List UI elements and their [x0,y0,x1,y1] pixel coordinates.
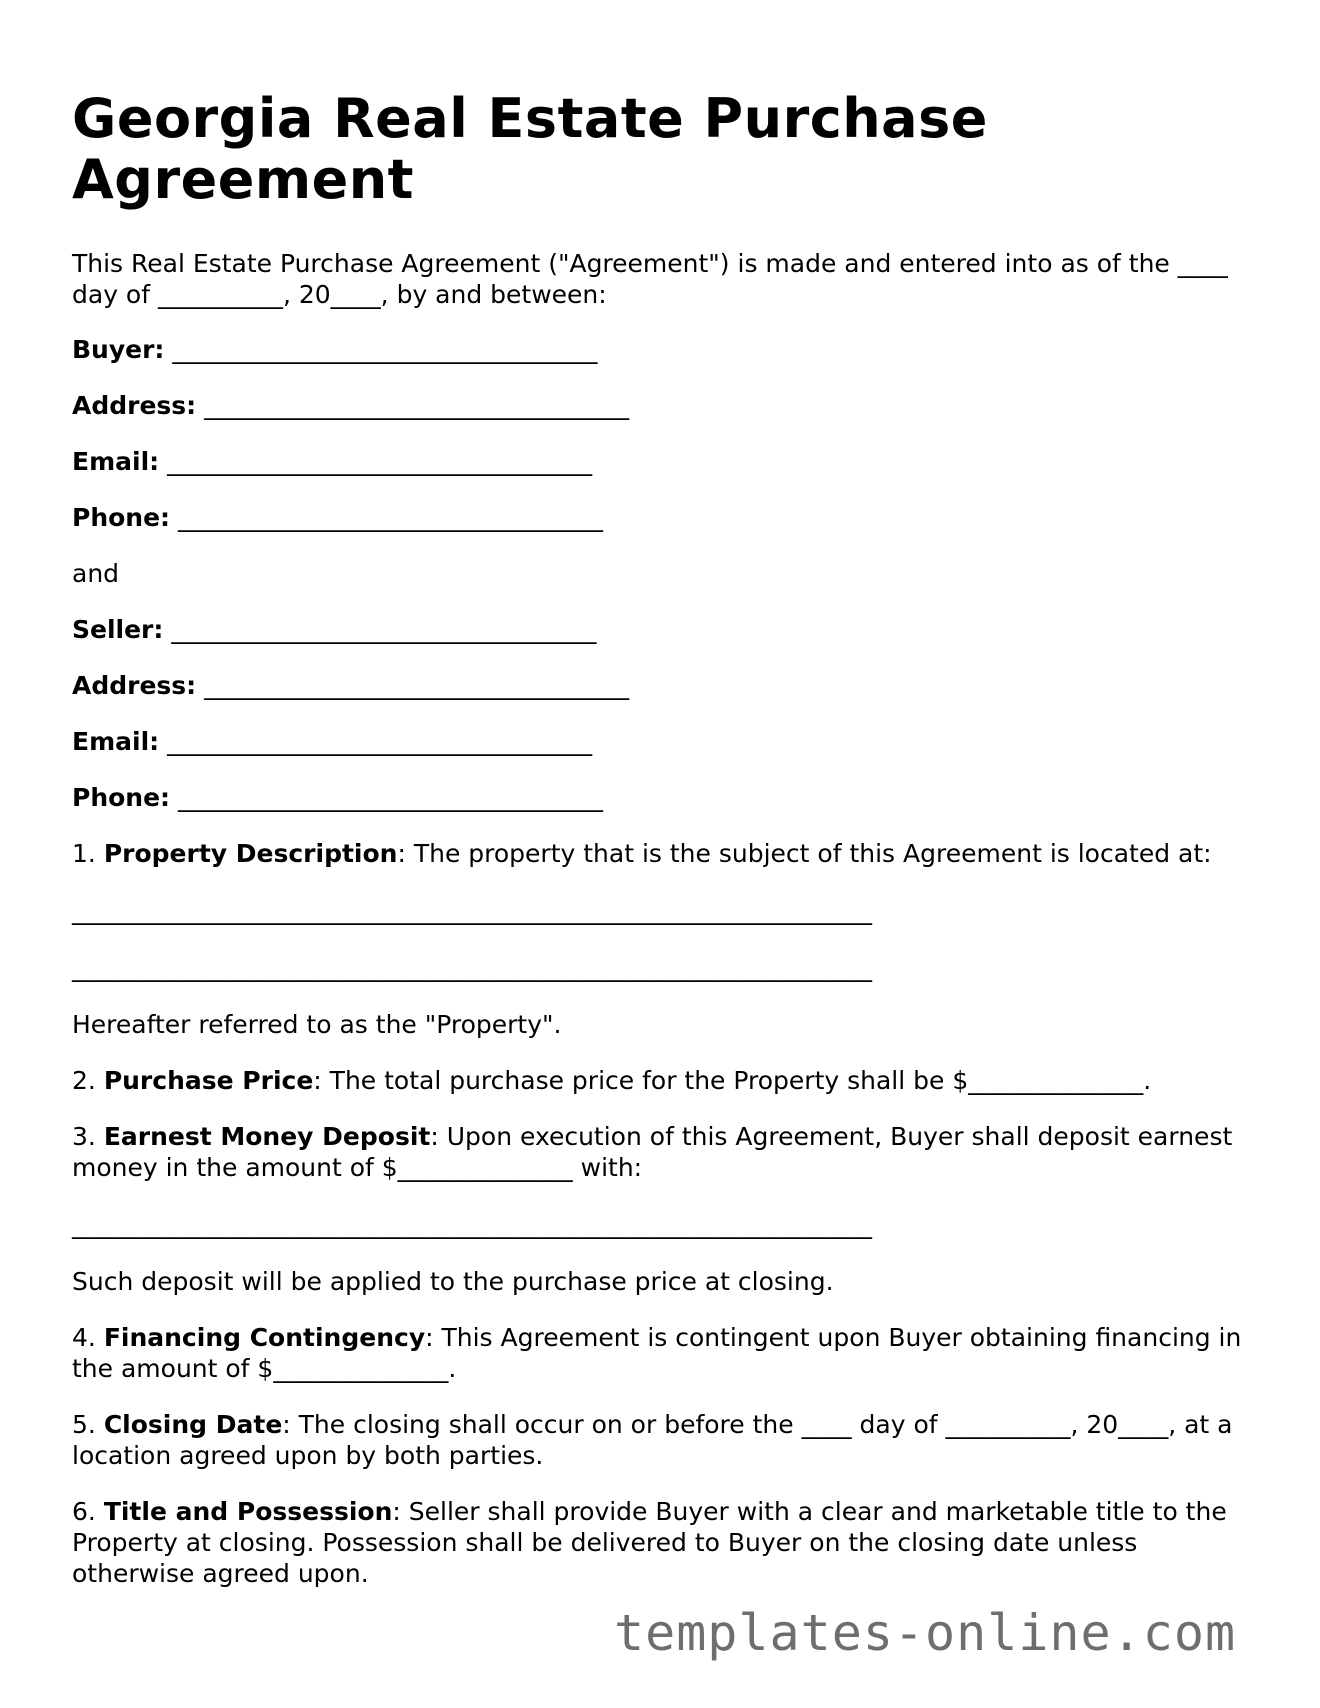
property-address-blank-2: ________________________________________________________________ [72,953,872,982]
document-title: Georgia Real Estate Purchase Agreement [72,87,988,211]
clause-number: 2. [72,1066,96,1095]
seller-name-field [72,614,1262,645]
property-note: Hereafter referred to as the "Property". [72,1010,562,1039]
buyer-name-label: Buyer: [72,335,165,364]
buyer-phone-field [72,502,1262,533]
seller-address-blank: __________________________________ [204,671,630,700]
clause-heading: Earnest Money Deposit [103,1122,431,1151]
buyer-email-field [72,446,1262,477]
buyer-name-field [72,334,1262,365]
clause-text: : The property that is the subject of this Agreement is located at: [397,839,1212,868]
and-text: and [72,559,120,588]
seller-name-label: Seller: [72,615,164,644]
clause-text: : Upon execution of this Agreement, Buyer shall deposit earnest money in the amount of $______________ with: [72,1122,1233,1182]
buyer-email-label: Email: [72,447,160,476]
clause-text: : Seller shall provide Buyer with a clear and marketable title to the Property at closing. Possession shall be delivered to Buyer on the closing date unless otherwise agreed upon. [72,1497,1227,1588]
clause-heading: Financing Contingency [103,1323,426,1352]
clause-title-possession [72,1496,1262,1589]
clause-closing-date [72,1409,1262,1471]
clause-text: : The closing shall occur on or before the ____ day of __________, 20____, at a location agreed upon by both parties. [72,1410,1233,1470]
buyer-address-field [72,390,1262,421]
buyer-address-blank: __________________________________ [204,391,630,420]
buyer-email-blank: __________________________________ [167,447,593,476]
clause-heading: Title and Possession [103,1497,393,1526]
seller-phone-blank: __________________________________ [178,783,603,812]
buyer-phone-blank: __________________________________ [178,503,603,532]
buyer-name-blank: __________________________________ [172,335,598,364]
clause-heading: Purchase Price [103,1066,314,1095]
buyer-address-label: Address: [72,391,197,420]
clause-earnest-money [72,1121,1262,1183]
seller-email-blank: __________________________________ [167,727,593,756]
seller-email-field [72,726,1262,757]
clause-property-description [72,838,1262,869]
clause-purchase-price [72,1065,1262,1096]
clause-text: : The total purchase price for the Property shall be $______________. [313,1066,1152,1095]
clause-financing-contingency [72,1322,1262,1384]
seller-address-field [72,670,1262,701]
earnest-holder-blank: ________________________________________________________________ [72,1210,872,1239]
seller-name-blank: __________________________________ [171,615,597,644]
seller-phone-label: Phone: [72,783,171,812]
clause-number: 5. [72,1410,96,1439]
clause-heading: Closing Date [103,1410,283,1439]
seller-address-label: Address: [72,671,197,700]
buyer-phone-label: Phone: [72,503,171,532]
seller-phone-field [72,782,1262,813]
clause-number: 1. [72,839,96,868]
clause-text: : This Agreement is contingent upon Buyer obtaining financing in the amount of $______________. [72,1323,1242,1383]
property-address-blank-1: ________________________________________________________________ [72,896,872,925]
clause-number: 4. [72,1323,96,1352]
deposit-note: Such deposit will be applied to the purchase price at closing. [72,1267,834,1296]
watermark-text: templates-online.com [614,1604,1237,1662]
clause-number: 6. [72,1497,96,1526]
clause-heading: Property Description [103,839,398,868]
clause-number: 3. [72,1122,96,1151]
document-page [72,88,1262,1614]
intro-paragraph: This Real Estate Purchase Agreement ("Agreement") is made and entered into as of the ____ day of __________, 20____, by and between: [72,249,1228,309]
seller-email-label: Email: [72,727,160,756]
